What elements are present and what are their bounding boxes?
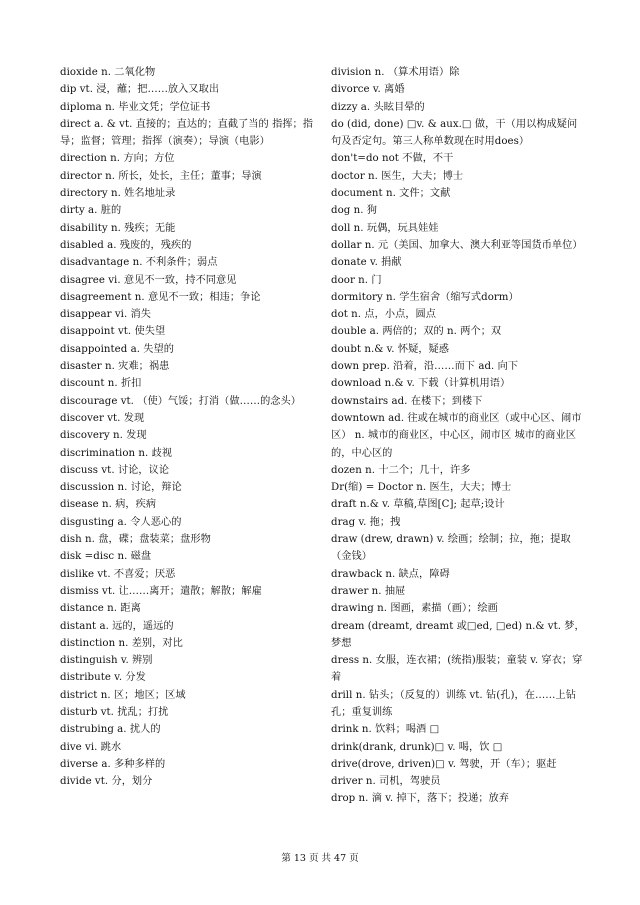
dictionary-entry: dioxide n. 二氧化物 xyxy=(60,67,156,78)
dictionary-entry: disappoint vt. 使失望 xyxy=(60,326,166,338)
dictionary-entry: district n. 区；地区；区域 xyxy=(60,689,186,701)
dictionary-entry: disease n. 病，疾病 xyxy=(60,499,157,511)
dictionary-entry: draft n.& v. 草稿,草图[C]; 起草;设计 xyxy=(331,499,505,511)
dictionary-entry: distance n. 距离 xyxy=(60,603,141,615)
dictionary-entry: disturb vt. 扰乱；打扰 xyxy=(60,706,169,718)
dictionary-entry: disadvantage n. 不利条件；弱点 xyxy=(60,257,218,269)
dictionary-entry: doll n. 玩偶，玩具娃娃 xyxy=(331,222,439,234)
dictionary-entry: doubt n.& v. 怀疑，疑惑 xyxy=(331,343,450,355)
dictionary-entry: divide vt. 分，划分 xyxy=(60,776,153,788)
dictionary-entry: downtown ad. 往或在城市的商业区（或中心区、闹市区） n. 城市的商业区，中心区，闹市区 城市的商业区的，中心区的 xyxy=(331,412,582,459)
dictionary-entry: drawer n. 抽屉 xyxy=(331,585,406,597)
dictionary-entry: directory n. 姓名地址录 xyxy=(60,188,176,200)
dictionary-entry: disappear vi. 消失 xyxy=(60,309,151,321)
dictionary-entry: disagree vi. 意见不一致，持不同意见 xyxy=(60,274,237,286)
dictionary-entry: discrimination n. 歧视 xyxy=(60,447,173,459)
dictionary-entry: dislike vt. 不喜爱；厌恶 xyxy=(60,568,176,580)
dictionary-entry: distrubing a. 扰人的 xyxy=(60,724,161,736)
dictionary-entry: door n. 门 xyxy=(331,274,382,286)
dictionary-entry: driver n. 司机，驾驶员 xyxy=(331,776,441,788)
dictionary-entry: drawback n. 缺点，障碍 xyxy=(331,568,450,580)
dictionary-entry: drop n. 滴 v. 掉下，落下；投递；放弃 xyxy=(331,793,510,805)
dictionary-entry: drink(drank, drunk)□ v. 喝，饮 □ xyxy=(331,741,503,753)
dictionary-entry: drawing n. 图画，素描（画）；绘画 xyxy=(331,603,498,615)
dictionary-entry: disgusting a. 令人恶心的 xyxy=(60,516,182,528)
dictionary-entry: distinction n. 差别，对比 xyxy=(60,637,183,649)
dictionary-entry: double a. 两倍的；双的 n. 两个；双 xyxy=(331,326,502,338)
dictionary-entry: disagreement n. 意见不一致；相违；争论 xyxy=(60,291,261,303)
dictionary-entry: discuss vt. 讨论，议论 xyxy=(60,464,170,476)
dictionary-entry: doctor n. 医生，大夫；博士 xyxy=(331,170,464,182)
dictionary-entry: discovery n. 发现 xyxy=(60,430,147,442)
dictionary-entry: disability n. 残疾；无能 xyxy=(60,222,176,234)
dictionary-entry: draw (drew, drawn) v. 绘画；绘制；拉，拖；提取（金钱） xyxy=(331,534,571,563)
dictionary-entry: dress n. 女服，连衣裙；(统指)服装；童装 v. 穿衣；穿着 xyxy=(331,655,583,684)
dictionary-entry: document n. 文件；文献 xyxy=(331,188,451,200)
dictionary-entry: do (did, done) □v. & aux.□ 做，干（用以构成疑问句及否定句。第三人称单数现在时用does） xyxy=(331,118,578,148)
dictionary-entry: dream (dreamt, dreamt 或□ed, □ed) n.& vt. 梦，梦想 xyxy=(331,620,585,649)
dictionary-entry: diploma n. 毕业文凭；学位证书 xyxy=(60,101,211,113)
dictionary-entry: drink n. 饮料；喝酒 □ xyxy=(331,724,440,736)
dictionary-entry: dozen n. 十二个；几十，许多 xyxy=(331,464,471,476)
page-footer: 第 13 页 共 47 页 xyxy=(281,853,359,864)
dictionary-entry: drive(drove, driven)□ v. 驾驶，开（车）；驱赶 xyxy=(331,758,557,770)
right-column xyxy=(331,64,587,808)
dictionary-entry: dot n. 点，小点，圆点 xyxy=(331,309,437,321)
dictionary-entry: dormitory n. 学生宿舍（缩写式dorm） xyxy=(331,291,519,303)
dictionary-entry: distribute v. 分发 xyxy=(60,672,146,684)
dictionary-entry: dive vi. 跳水 xyxy=(60,741,122,753)
dictionary-entry: downstairs ad. 在楼下；到楼下 xyxy=(331,395,483,407)
dictionary-entry: disaster n. 灾难；祸患 xyxy=(60,361,170,373)
dictionary-entry: discourage vt. （使）气馁；打消（做……的念头） xyxy=(60,395,302,407)
dictionary-entry: dollar n. 元（美国、加拿大、澳大利亚等国货币单位） xyxy=(331,239,583,251)
dictionary-entry: discussion n. 讨论，辩论 xyxy=(60,482,182,494)
dictionary-entry: division n. （算术用语）除 xyxy=(331,67,460,78)
dictionary-entry: dish n. 盘，碟；盘装菜；盘形物 xyxy=(60,534,211,546)
dictionary-entry: don't=do not 不做，不干 xyxy=(331,153,454,165)
dictionary-entry: dirty a. 脏的 xyxy=(60,205,122,217)
dictionary-entry: Dr(缩) = Doctor n. 医生，大夫；博士 xyxy=(331,482,512,494)
dictionary-entry: disabled a. 残废的，残疾的 xyxy=(60,239,192,251)
left-column xyxy=(60,64,316,790)
dictionary-entry: down prep. 沿着，沿……而下 ad. 向下 xyxy=(331,361,519,373)
dictionary-entry: disk =disc n. 磁盘 xyxy=(60,551,152,563)
dictionary-entry: drill n. 钻头；（反复的）训练 vt. 钻(孔)，在……上钻孔；重复训练 xyxy=(331,689,576,718)
dictionary-entry: disappointed a. 失望的 xyxy=(60,343,175,355)
dictionary-entry: drag v. 拖；拽 xyxy=(331,516,401,528)
dictionary-entry: dip vt. 浸，蘸；把……放入又取出 xyxy=(60,84,220,96)
dictionary-entry: dismiss vt. 让……离开；遣散；解散；解雇 xyxy=(60,585,262,597)
dictionary-entry: dog n. 狗 xyxy=(331,205,378,217)
dictionary-entry: director n. 所长，处长，主任；董事；导演 xyxy=(60,170,262,182)
dictionary-entry: diverse a. 多种多样的 xyxy=(60,758,166,770)
dictionary-entry: direction n. 方向；方位 xyxy=(60,153,175,165)
dictionary-entry: distinguish v. 辨别 xyxy=(60,655,153,667)
dictionary-entry: donate v. 捐献 xyxy=(331,257,402,269)
dictionary-entry: download n.& v. 下载（计算机用语） xyxy=(331,378,511,390)
dictionary-entry: distant a. 远的，遥远的 xyxy=(60,620,174,632)
dictionary-entry: divorce v. 离婚 xyxy=(331,84,405,96)
dictionary-entry: direct a. & vt. 直接的；直达的；直截了当的 指挥；指导；监督；管理；指挥（演奏）；导演（电影） xyxy=(60,118,314,148)
dictionary-entry: dizzy a. 头眩目晕的 xyxy=(331,101,425,113)
dictionary-entry: discount n. 折扣 xyxy=(60,378,142,390)
dictionary-entry: discover vt. 发现 xyxy=(60,412,145,424)
